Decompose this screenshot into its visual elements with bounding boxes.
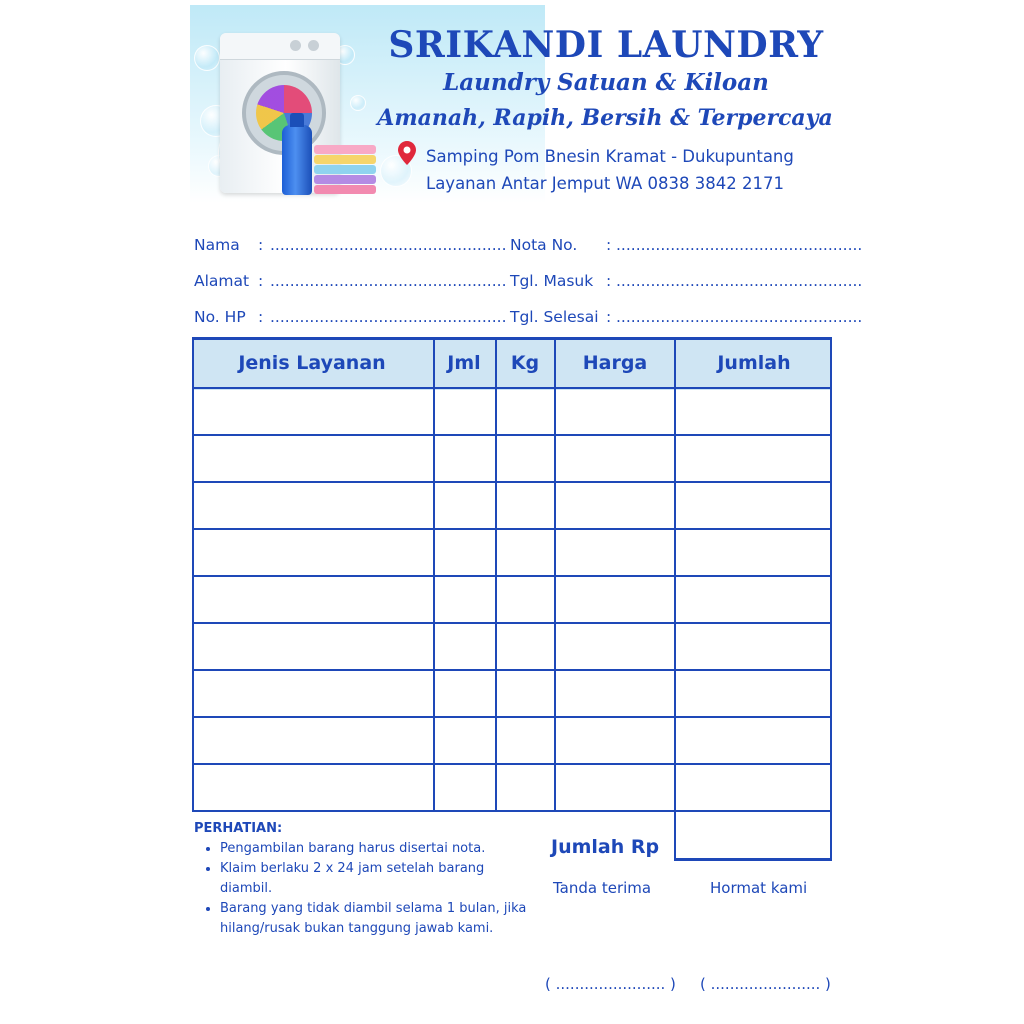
col-kg: Kg xyxy=(510,352,540,374)
table-row-line xyxy=(192,716,832,718)
table-column-line xyxy=(554,337,556,810)
table-header xyxy=(192,337,832,390)
table-row-line xyxy=(192,622,832,624)
laundry-receipt xyxy=(190,0,863,1024)
field-no-hp: No. HP : ................................................ xyxy=(194,308,507,326)
table-column-line xyxy=(674,337,676,810)
list-item: • Klaim berlaku 2 x 24 jam setelah barang diambil. xyxy=(220,859,530,899)
map-pin-icon xyxy=(398,141,416,165)
signature-received-line: ( ....................... ) xyxy=(545,975,676,993)
notes-title: PERHATIAN: xyxy=(194,821,283,836)
table-row-line xyxy=(192,669,832,671)
list-item: • Barang yang tidak diambil selama 1 bulan, jika hilang/rusak bukan tanggung jawab kami. xyxy=(220,899,530,939)
list-item: • Pengambilan barang harus disertai nota. xyxy=(220,839,530,859)
table-column-line xyxy=(830,337,832,810)
table-column-line xyxy=(433,337,435,810)
shop-name: SRIKANDI LAUNDRY xyxy=(388,24,824,66)
signature-received-label: Tanda terima xyxy=(553,879,652,897)
total-label: Jumlah Rp xyxy=(551,836,660,858)
table-row-line xyxy=(192,528,832,530)
total-box-line xyxy=(674,810,676,860)
table-row-line xyxy=(192,434,832,436)
shop-contact: Layanan Antar Jemput WA 0838 3842 2171 xyxy=(426,174,784,193)
shop-address: Samping Pom Bnesin Kramat - Dukupuntang xyxy=(426,147,794,166)
table-column-line xyxy=(495,337,497,810)
col-jml: Jml xyxy=(447,352,481,374)
tagline-values: Amanah, Rapih, Bersih & Terpercaya xyxy=(377,105,833,131)
signature-regards-line: ( ....................... ) xyxy=(700,975,831,993)
col-harga: Harga xyxy=(582,352,648,374)
table-row-line xyxy=(192,763,832,765)
field-tgl-selesai: Tgl. Selesai : .................................................. xyxy=(510,308,863,326)
detergent-bottle-icon xyxy=(282,125,312,195)
tagline-services: Laundry Satuan & Kiloan xyxy=(443,69,769,96)
table-row-line xyxy=(192,810,832,812)
table-row-line xyxy=(192,387,832,389)
field-nota-no: Nota No. : .................................................. xyxy=(510,236,863,254)
field-tgl-masuk: Tgl. Masuk : .................................................. xyxy=(510,272,863,290)
signature-regards-label: Hormat kami xyxy=(710,879,808,897)
table-row-line xyxy=(192,481,832,483)
total-box-line xyxy=(674,858,832,861)
notes-list xyxy=(200,839,530,939)
total-box-line xyxy=(830,810,832,860)
field-alamat: Alamat : ................................................ xyxy=(194,272,507,290)
field-nama: Nama : ................................................ xyxy=(194,236,507,254)
table-row-line xyxy=(192,575,832,577)
col-jumlah: Jumlah xyxy=(717,352,791,374)
table-column-line xyxy=(192,337,194,810)
col-jenis-layanan: Jenis Layanan xyxy=(238,352,386,374)
